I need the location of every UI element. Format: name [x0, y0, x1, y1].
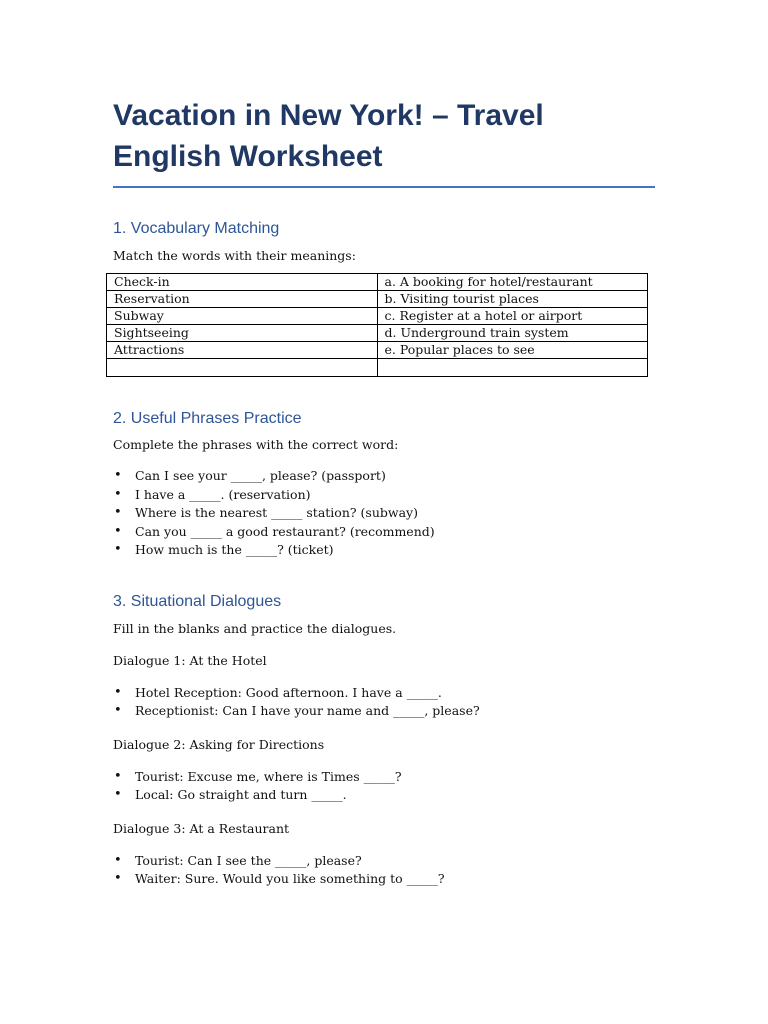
bullet-icon: •: [114, 542, 122, 557]
vocabulary-table: [106, 273, 648, 377]
vocab-word: Reservation: [107, 291, 378, 308]
table-row: [107, 274, 648, 291]
dialogue-line: Tourist: Can I see the _____, please?: [135, 852, 362, 868]
dialogue-line: Local: Go straight and turn _____.: [135, 787, 347, 802]
page-title: Vacation in New York! – Travel English Worksheet: [113, 95, 655, 188]
section-heading-dialogues: 3. Situational Dialogues: [113, 592, 282, 610]
list-item: [113, 523, 655, 542]
dialogue-lines: [113, 768, 655, 805]
list-item: [113, 702, 655, 721]
dialogue-title: Dialogue 2: Asking for Directions: [113, 736, 325, 752]
dialogue-title: Dialogue 3: At a Restaurant: [113, 820, 290, 836]
bullet-icon: •: [114, 852, 122, 868]
vocab-word: Subway: [107, 308, 378, 325]
worksheet-page: [113, 95, 655, 889]
phrase-text: Where is the nearest _____ station? (subway): [135, 505, 418, 520]
table-row: [107, 342, 648, 359]
bullet-icon: •: [114, 505, 122, 520]
list-item: [113, 541, 655, 560]
bullet-icon: •: [114, 523, 122, 539]
list-item: [113, 684, 655, 703]
vocab-word: Check-in: [107, 274, 378, 291]
bullet-icon: •: [114, 787, 122, 802]
vocab-meaning: c. Register at a hotel or airport: [377, 308, 648, 325]
table-row: [107, 325, 648, 342]
phrase-text: I have a _____. (reservation): [135, 486, 311, 502]
phrase-text: Can I see your _____, please? (passport): [135, 468, 386, 483]
phrase-text: Can you _____ a good restaurant? (recommend): [135, 523, 435, 539]
vocabulary-instruction: Match the words with their meanings:: [113, 248, 356, 263]
dialogue-line: Receptionist: Can I have your name and _____, please?: [135, 703, 480, 718]
dialogues-instruction: Fill in the blanks and practice the dialogues.: [113, 620, 397, 636]
dialogue-lines: [113, 684, 655, 721]
dialogue-title: Dialogue 1: At the Hotel: [113, 652, 267, 668]
vocab-meaning: e. Popular places to see: [377, 342, 648, 359]
empty-cell: [377, 359, 648, 377]
phrase-text: How much is the _____? (ticket): [135, 542, 334, 557]
phrases-list: [113, 467, 655, 560]
vocab-meaning: d. Underground train system: [377, 325, 648, 342]
list-item: [113, 870, 655, 889]
dialogue-line: Tourist: Excuse me, where is Times _____?: [135, 768, 402, 784]
bullet-icon: •: [114, 468, 122, 483]
list-item: [113, 467, 655, 486]
list-item: [113, 852, 655, 871]
phrases-instruction: Complete the phrases with the correct word:: [113, 437, 399, 452]
dialogue-line: Hotel Reception: Good afternoon. I have a _____.: [135, 684, 442, 700]
bullet-icon: •: [114, 703, 122, 718]
vocab-word: Sightseeing: [107, 325, 378, 342]
bullet-icon: •: [114, 486, 122, 502]
table-row: [107, 308, 648, 325]
vocab-meaning: b. Visiting tourist places: [377, 291, 648, 308]
bullet-icon: •: [114, 768, 122, 784]
list-item: [113, 486, 655, 505]
section-heading-phrases: 2. Useful Phrases Practice: [113, 410, 302, 427]
section-heading-vocabulary: 1. Vocabulary Matching: [113, 220, 280, 237]
bullet-icon: •: [114, 684, 122, 700]
list-item: [113, 768, 655, 787]
dialogue-lines: [113, 852, 655, 889]
vocab-meaning: a. A booking for hotel/restaurant: [377, 274, 648, 291]
dialogue-line: Waiter: Sure. Would you like something to _____?: [135, 871, 445, 886]
empty-cell: [107, 359, 378, 377]
bullet-icon: •: [114, 871, 122, 886]
table-row-empty: [107, 359, 648, 377]
table-row: [107, 291, 648, 308]
vocab-word: Attractions: [107, 342, 378, 359]
list-item: [113, 786, 655, 805]
list-item: [113, 504, 655, 523]
